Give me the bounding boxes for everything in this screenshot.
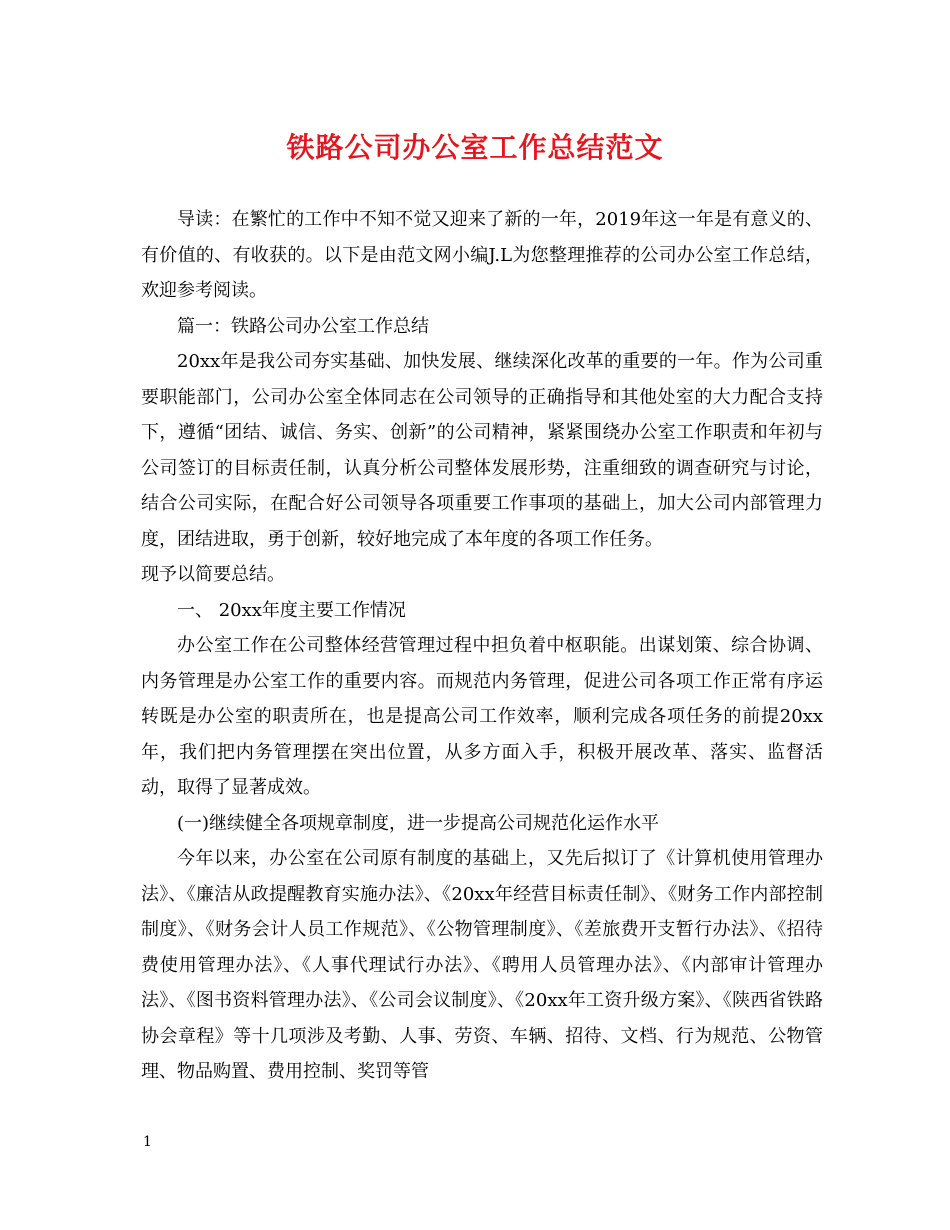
intro-paragraph: 导读：在繁忙的工作中不知不觉又迎来了新的一年，2019年这一年是有意义的、有价值的、有收获的。以下是由范文网小编J.L为您整理推荐的公司办公室工作总结，欢迎参考阅读。 [141,209,823,301]
document-title: 铁路公司办公室工作总结范文 [286,131,664,164]
overview-paragraph: 20xx年是我公司夯实基础、加快发展、继续深化改革的重要的一年。作为公司重要职能部门，公司办公室全体同志在公司领导的正确指导和其他处室的大力配合支持下，遵循“团结、诚信、务实、创新”的公司精神，紧紧围绕办公室工作职责和年初与公司签订的目标责任制，认真分析公司整体发展形势，注重细致的调查研究与讨论，结合公司实际，在配合好公司领导各项重要工作事项的基础上，加大公司内部管理力度，团结进取，勇于创新，较好地完成了本年度的各项工作任务。 [141,351,823,550]
document-body [141,202,823,1090]
page-number: 1 [143,1134,152,1150]
summary-line: 现予以简要总结。 [141,564,285,585]
section-heading-part-one: 篇一：铁路公司办公室工作总结 [177,315,429,337]
office-duties-paragraph: 办公室工作在公司整体经营管理过程中担负着中枢职能。出谋划策、综合协调、内务管理是办公室工作的重要内容。而规范内务管理，促进公司各项工作正常有序运转既是办公室的职责所在，也是提高公司工作效率，顺利完成各项任务的前提20xx年，我们把内务管理摆在突出位置，从多方面入手，积极开展改革、落实、监督活动，取得了显著成效。 [141,635,823,798]
subsection-heading-rules: (一)继续健全各项规章制度，进一步提高公司规范化运作水平 [177,812,660,834]
rules-paragraph: 今年以来，办公室在公司原有制度的基础上，又先后拟订了《计算机使用管理办法》、《廉洁从政提醒教育实施办法》、《20xx年经营目标责任制》、《财务工作内部控制制度》、《财务会计人员工作规范》、《公物管理制度》、《差旅费开支暂行办法》、《招待费使用管理办法》、《人事代理试行办法》、《聘用人员管理办法》、《内部审计管理办法》、《图书资料管理办法》、《公司会议制度》、《20xx年工资升级方案》、《陕西省铁路协会章程》等十几项涉及考勤、人事、劳资、车辆、招待、文档、行为规范、公物管理、物品购置、费用控制、奖罚等管 [141,848,823,1082]
section-heading-main-work: 一、 20xx年度主要工作情况 [177,599,406,621]
